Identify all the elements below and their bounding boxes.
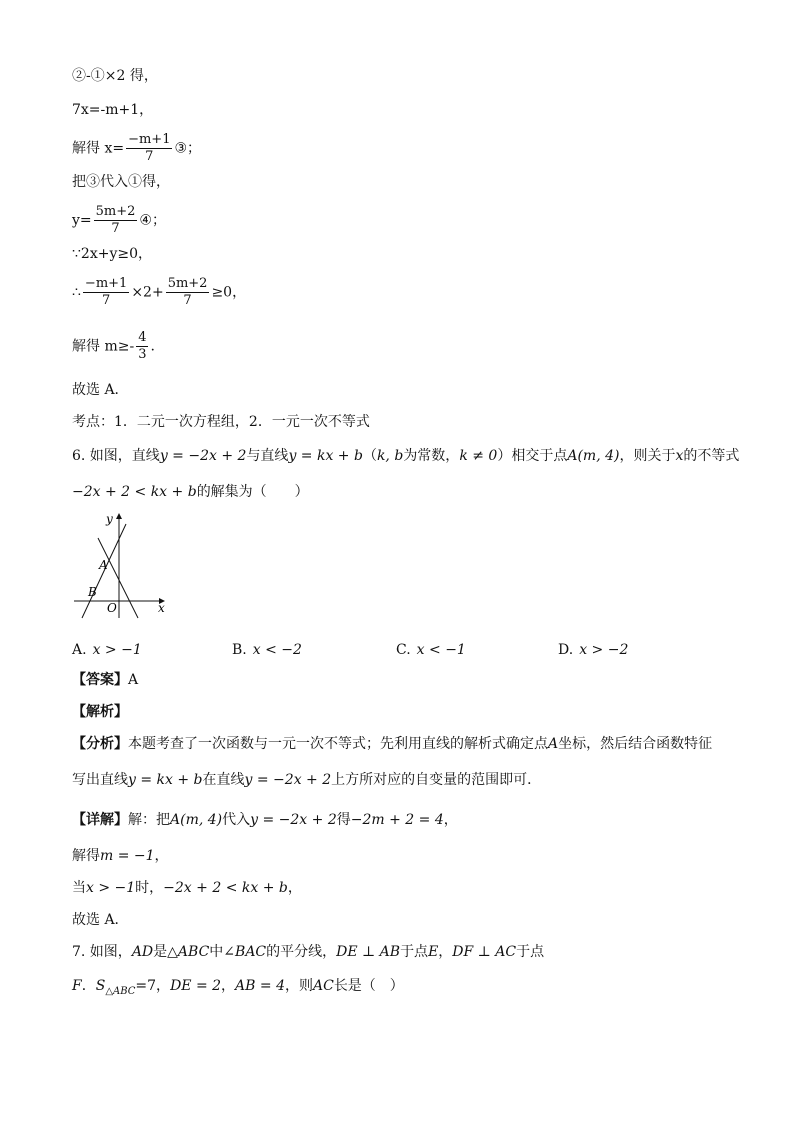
when-line bbox=[72, 878, 302, 898]
equation: △ABC bbox=[167, 944, 210, 960]
solution-line: 7x=-m+1， bbox=[72, 102, 154, 118]
equation: y = −2x + 2 bbox=[250, 812, 337, 828]
equation: S bbox=[95, 978, 106, 994]
equation: DF ⊥ AC bbox=[452, 944, 517, 960]
question-7-stem bbox=[72, 942, 544, 962]
origin-label: O bbox=[107, 601, 117, 615]
equation: AD bbox=[131, 944, 154, 960]
text-segment: 长是（ ） bbox=[333, 978, 404, 994]
fraction bbox=[83, 276, 129, 309]
text-segment: 的平分线， bbox=[266, 944, 337, 960]
equation: A(m, 4) bbox=[170, 812, 223, 828]
text-segment: 解：把 bbox=[128, 812, 170, 828]
point-a-label: A bbox=[99, 558, 108, 572]
equation: y = −2x + 2 bbox=[244, 772, 332, 788]
equation: k, b bbox=[376, 448, 404, 464]
text-segment: ≥0， bbox=[211, 284, 247, 301]
fraction bbox=[136, 330, 148, 363]
text-segment: 本题考查了一次函数与一元一次不等式；先利用直线的解析式确定点 bbox=[128, 736, 548, 752]
text-segment: 解得 x= bbox=[72, 140, 125, 157]
option-letter: A. bbox=[72, 642, 87, 658]
solution-line: 考点：1．二元一次方程组，2．一元一次不等式 bbox=[72, 414, 370, 430]
option-letter: B. bbox=[232, 642, 247, 658]
numerator: −m+1 bbox=[84, 276, 128, 291]
numerator: 4 bbox=[138, 330, 147, 345]
text-segment: 解得 m≥- bbox=[72, 338, 135, 355]
text-segment: 6. 如图，直线 bbox=[72, 448, 160, 464]
point-b-label: B bbox=[88, 585, 97, 599]
text-segment: 7. 如图， bbox=[72, 944, 132, 960]
answer-tag: 【答案】 bbox=[72, 672, 128, 688]
solution-line bbox=[72, 276, 246, 309]
analysis-tag: 【解析】 bbox=[72, 704, 128, 720]
text-segment: 得 bbox=[336, 812, 351, 828]
text-segment: ③； bbox=[174, 140, 202, 157]
text-segment: ）相交于点 bbox=[497, 448, 568, 464]
equation: y = kx + b bbox=[288, 448, 363, 464]
text-segment: 解得 bbox=[72, 848, 100, 864]
numerator: 5m+2 bbox=[167, 276, 208, 291]
option-text: x < −1 bbox=[416, 642, 466, 658]
text-segment: 代入 bbox=[222, 812, 251, 828]
detail-tag: 【详解】 bbox=[72, 812, 128, 828]
equation: y = −2x + 2 bbox=[159, 448, 247, 464]
equation: x > −1 bbox=[86, 880, 136, 896]
question-7-stem-2 bbox=[72, 976, 404, 1002]
denominator: 3 bbox=[138, 347, 147, 362]
text-segment: 的不等式 bbox=[683, 448, 740, 464]
equation: −2x + 2 < kx + b bbox=[72, 484, 197, 500]
denominator: 7 bbox=[145, 149, 154, 164]
solution-line: 把③代入①得， bbox=[72, 174, 170, 190]
text-segment: 是 bbox=[153, 944, 168, 960]
question-6-stem bbox=[72, 446, 739, 466]
numerator: 5m+2 bbox=[95, 204, 136, 219]
text-segment: ，则 bbox=[284, 978, 313, 994]
equation: −2m + 2 = 4 bbox=[350, 812, 444, 828]
text-segment: 于点 bbox=[516, 944, 545, 960]
equation: E bbox=[428, 944, 439, 960]
option-letter: D. bbox=[558, 642, 574, 658]
text-segment: y= bbox=[72, 212, 92, 229]
option-text: x > −1 bbox=[92, 642, 142, 658]
text-segment: （ bbox=[362, 448, 377, 464]
solution-line: ∵2x+y≥0， bbox=[72, 246, 152, 262]
text-segment: 于点 bbox=[400, 944, 429, 960]
equation: A(m, 4) bbox=[567, 448, 620, 464]
option-a[interactable] bbox=[72, 640, 142, 660]
line-neg2x-plus-2 bbox=[98, 538, 138, 618]
solution-line: ②-①×2 得， bbox=[72, 68, 158, 84]
equation: AB = 4 bbox=[235, 978, 285, 994]
numerator: −m+1 bbox=[128, 132, 171, 147]
text-segment: . bbox=[150, 338, 155, 355]
text-segment: ，则关于 bbox=[619, 448, 676, 464]
equation: DE ⊥ AB bbox=[336, 944, 401, 960]
equation: y = kx + b bbox=[128, 772, 203, 788]
solution-line bbox=[72, 330, 155, 363]
text-segment: 在直线 bbox=[202, 772, 245, 788]
equation: −2x + 2 < kx + b bbox=[163, 880, 288, 896]
text-segment: ， bbox=[221, 978, 236, 994]
option-text: x < −2 bbox=[252, 642, 302, 658]
text-segment: ④； bbox=[139, 212, 166, 229]
text-segment: ∴ bbox=[72, 284, 81, 301]
text-segment: =7， bbox=[135, 978, 171, 994]
solution-line bbox=[72, 204, 166, 237]
text-segment: ， bbox=[154, 848, 169, 864]
text-segment: ， bbox=[438, 944, 453, 960]
option-letter: C. bbox=[396, 642, 411, 658]
text-segment: ×2+ bbox=[131, 284, 164, 301]
solution-line bbox=[72, 132, 201, 165]
equation: m = −1 bbox=[100, 848, 155, 864]
solve-line bbox=[72, 846, 169, 866]
option-text: x > −2 bbox=[579, 642, 629, 658]
option-d[interactable] bbox=[558, 640, 628, 660]
answer-line bbox=[72, 670, 138, 690]
fenxi-line bbox=[72, 734, 712, 754]
denominator: 7 bbox=[111, 221, 120, 236]
x-axis-label: x bbox=[158, 601, 165, 615]
text-segment: 与直线 bbox=[246, 448, 289, 464]
answer-value: A bbox=[128, 672, 139, 688]
detail-line bbox=[72, 810, 458, 830]
option-b[interactable] bbox=[232, 640, 302, 660]
text-segment: 的解集为（ ） bbox=[196, 484, 309, 500]
denominator: 7 bbox=[183, 293, 192, 308]
text-segment: 中 bbox=[209, 944, 224, 960]
denominator: 7 bbox=[101, 293, 111, 308]
fraction bbox=[126, 132, 172, 165]
fraction bbox=[94, 204, 138, 237]
fraction bbox=[166, 276, 210, 309]
equation: DE = 2 bbox=[170, 978, 222, 994]
y-axis-label: y bbox=[106, 512, 113, 526]
text-segment: 时， bbox=[135, 880, 164, 896]
option-c[interactable] bbox=[396, 640, 466, 660]
text-segment: ． bbox=[81, 978, 96, 994]
text-segment: 坐标，然后结合函数特征 bbox=[558, 736, 713, 752]
text-segment: 写出直线 bbox=[72, 772, 128, 788]
text-segment: 上方所对应的自变量的范围即可． bbox=[331, 772, 542, 788]
text-segment: ， bbox=[443, 812, 458, 828]
text-segment: 为常数， bbox=[403, 448, 460, 464]
solution-line: 故选 A． bbox=[72, 382, 129, 398]
function-graph bbox=[70, 510, 170, 620]
equation: k ≠ 0 bbox=[459, 448, 498, 464]
equation: A bbox=[548, 736, 559, 752]
text-segment: 当 bbox=[72, 880, 86, 896]
equation: AC bbox=[312, 978, 334, 994]
equation: F bbox=[72, 978, 82, 994]
equation: x bbox=[675, 448, 684, 464]
final-answer-line: 故选 A． bbox=[72, 912, 129, 928]
fenxi-tag: 【分析】 bbox=[72, 736, 128, 752]
fenxi-line-2 bbox=[72, 770, 541, 790]
equation: △ABC bbox=[105, 985, 136, 997]
equation: ∠BAC bbox=[223, 944, 267, 960]
text-segment: ， bbox=[287, 880, 302, 896]
question-6-stem-2 bbox=[72, 482, 309, 502]
